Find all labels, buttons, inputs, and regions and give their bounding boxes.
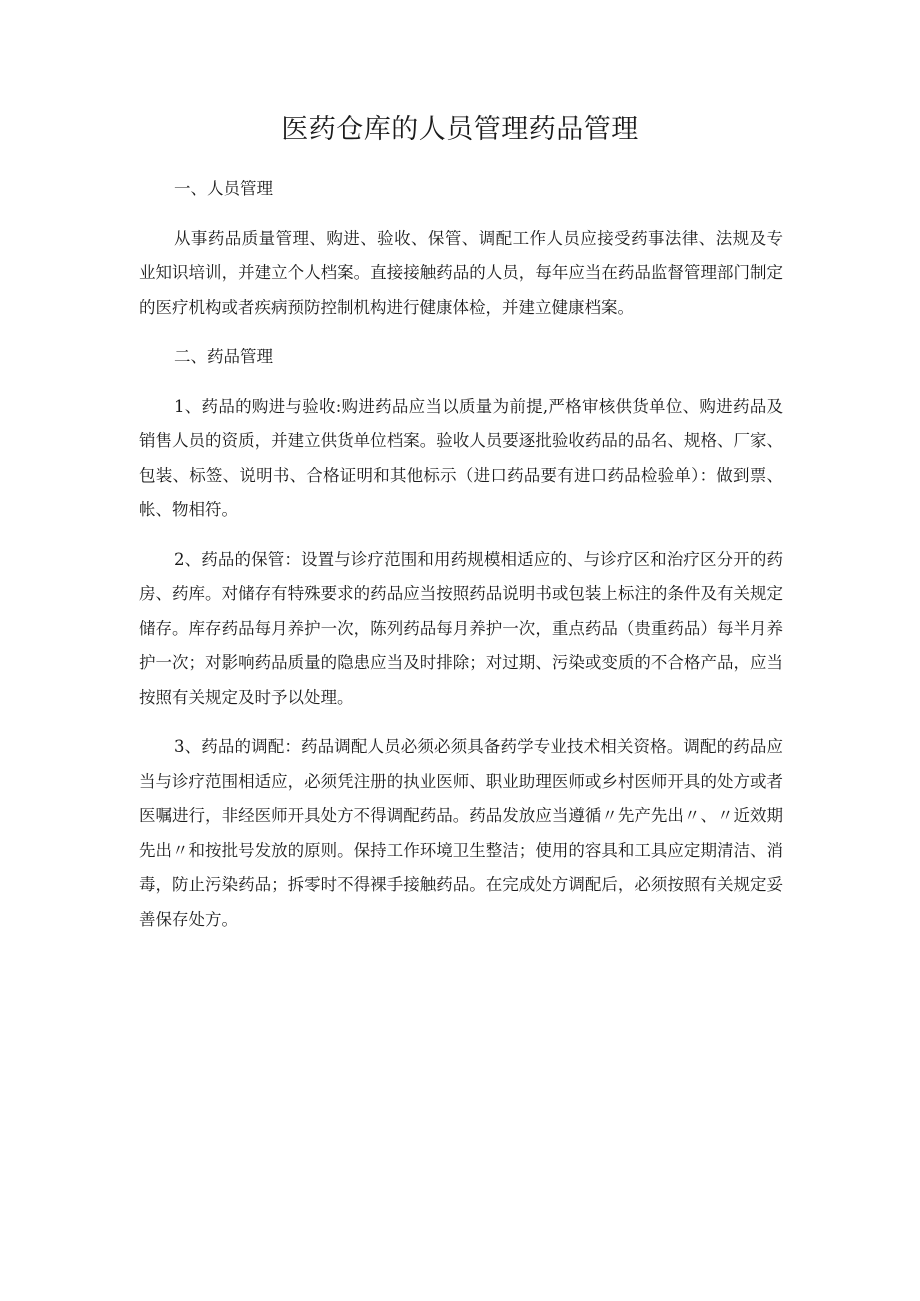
paragraph-purchase-inspection: 1、药品的购进与验收:购进药品应当以质量为前提,严格审核供货单位、购进药品及销售人员的资质，并建立供货单位档案。验收人员要逐批验收药品的品名、规格、厂家、包装、标签、说明书、合格证明和其他标示（进口药品要有进口药品检验单）：做到票、帐、物相符。 bbox=[139, 396, 783, 519]
paragraph-storage: 2、药品的保管：设置与诊疗范围和用药规模相适应的、与诊疗区和治疗区分开的药房、药库。对储存有特殊要求的药品应当按照药品说明书或包装上标注的条件及有关规定储存。库存药品每月养护一次，陈列药品每月养护一次，重点药品（贵重药品）每半月养护一次；对影响药品质量的隐患应当及时排除；对过期、污染或变质的不合格产品，应当按照有关规定及时予以处理。 bbox=[139, 549, 783, 707]
section-heading-personnel: 一、人员管理 bbox=[174, 179, 273, 198]
paragraph-dispensing: 3、药品的调配：药品调配人员必须必须具备药学专业技术相关资格。调配的药品应当与诊疗范围相适应，必须凭注册的执业医师、职业助理医师或乡村医师开具的处方或者医嘱进行，非经医师开具处方不得调配药品。药品发放应当遵循〃先产先出〃、〃近效期先出〃和按批号发放的原则。保持工作环境卫生整洁；使用的容具和工具应定期清洁、消毒，防止污染药品；拆零时不得裸手接触药品。在完成处方调配后，必须按照有关规定妥善保存处方。 bbox=[139, 737, 783, 929]
paragraph-personnel-training: 从事药品质量管理、购进、验收、保管、调配工作人员应接受药事法律、法规及专业知识培训，并建立个人档案。直接接触药品的人员，每年应当在药品监督管理部门制定的医疗机构或者疾病预防控制机构进行健康体检，并建立健康档案。 bbox=[139, 228, 783, 317]
document-title: 医药仓库的人员管理药品管理 bbox=[281, 114, 639, 145]
section-heading-drug-management: 二、药品管理 bbox=[174, 347, 273, 366]
document-body bbox=[139, 172, 783, 952]
